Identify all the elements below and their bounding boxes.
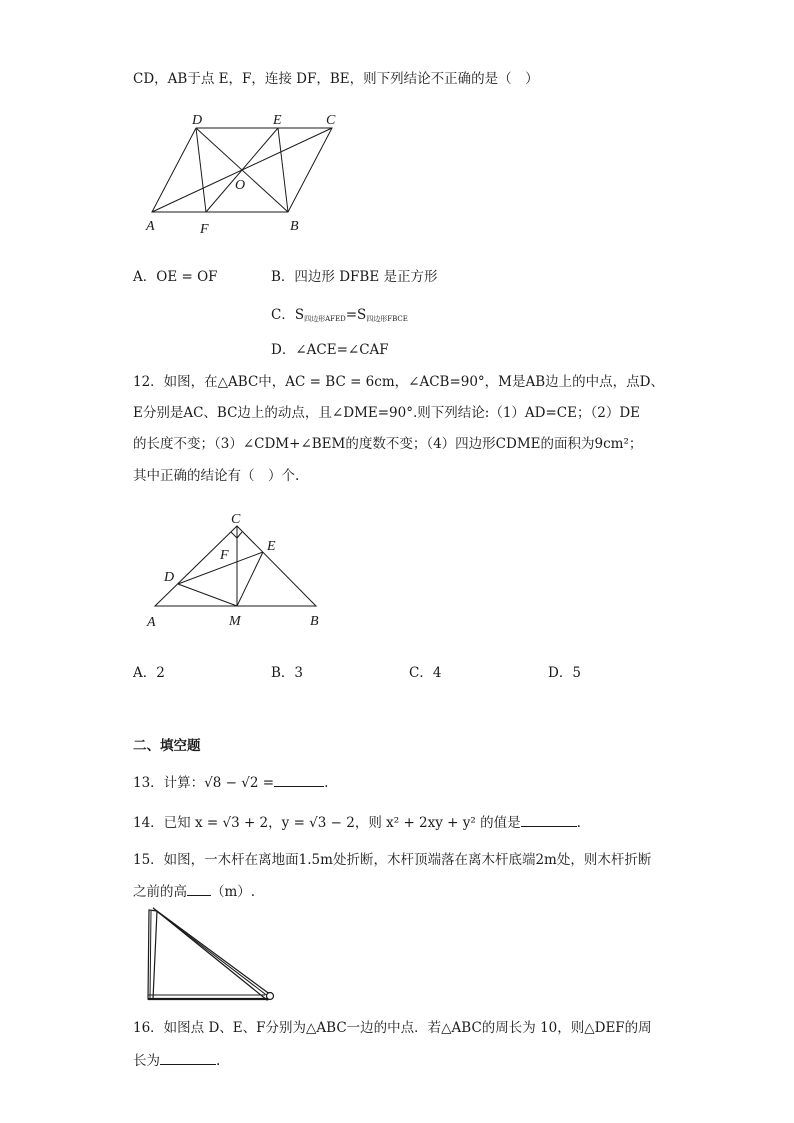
q13 (133, 771, 328, 791)
label-C: C (326, 113, 336, 128)
q11-option-d[interactable]: D．∠ACE=∠CAF (271, 342, 389, 358)
label-D: D (192, 113, 203, 128)
q14-end: . (576, 815, 581, 831)
q12-option-d[interactable]: D．5 (548, 665, 581, 681)
q14 (133, 811, 581, 831)
section-title: 二、填空题 (133, 738, 201, 754)
q11-stem: CD，AB于点 E，F，连接 DF，BE，则下列结论不正确的是（ ） (133, 71, 539, 87)
q12-line2: E分别是AC、BC边上的动点，且∠DME=90°.则下列结论:（1）AD=CE；（2）DE (133, 405, 641, 421)
label-C: C (231, 512, 241, 527)
label-M: M (229, 614, 241, 629)
q12-line3: 的长度不变；（3）∠CDM+∠BEM的度数不变；（4）四边形CDME的面积为9cm²； (133, 436, 643, 452)
q14-text: 14．已知 x = √3 + 2，y = √3 − 2，则 x² + 2xy + y² 的值是 (133, 815, 521, 831)
label-F: F (220, 548, 229, 563)
q13-answer-blank[interactable] (274, 773, 324, 787)
q12-line4: 其中正确的结论有（ ）个. (133, 468, 300, 484)
q12-option-c[interactable]: C．4 (409, 665, 442, 681)
q12-figure (140, 510, 340, 640)
q16-line2 (133, 1049, 220, 1069)
q13-text: 13．计算：√8 − √2 = (133, 775, 275, 791)
q11-option-c-eq: =S (345, 307, 367, 323)
q11-figure (140, 108, 370, 238)
label-B: B (290, 219, 299, 234)
q16-line2-prefix: 长为 (133, 1053, 160, 1069)
q12-option-a[interactable]: A．2 (133, 665, 165, 681)
q12-line1: 12．如图，在△ABC中，AC = BC = 6cm，∠ACB=90°，M是AB边上的中点，点D、 (133, 374, 664, 390)
q15-line1: 15．如图，一木杆在离地面1.5m处折断，木杆顶端落在离木杆底端2m处，则木杆折断 (133, 852, 652, 868)
q15-line2 (133, 880, 255, 900)
q15-line2-prefix: 之前的高 (133, 884, 187, 900)
label-E: E (273, 113, 282, 128)
label-O: O (235, 178, 246, 193)
label-F: F (200, 222, 209, 237)
q13-end: . (324, 775, 329, 791)
label-A: A (146, 219, 155, 234)
q11-option-c-prefix: C．S (271, 307, 305, 323)
q15-figure (145, 905, 285, 1005)
q11-option-b[interactable]: B．四边形 DFBE 是正方形 (271, 269, 438, 285)
label-D: D (164, 570, 175, 585)
label-B: B (310, 614, 319, 629)
q11-option-a[interactable]: A．OE = OF (133, 269, 218, 285)
q15-answer-blank[interactable] (187, 882, 211, 896)
q12-option-b[interactable]: B．3 (271, 665, 304, 681)
label-A: A (147, 615, 156, 630)
q15-line2-suffix: （m）. (211, 884, 256, 900)
q16-line1: 16．如图点 D、E、F分别为△ABC一边的中点．若△ABC的周长为 10，则△DEF的周 (133, 1020, 652, 1036)
q16-answer-blank[interactable] (160, 1051, 216, 1065)
q11-option-c-sub2: 四边形FBCE (366, 315, 408, 323)
q11-option-c-sub1: 四边形AFED (304, 315, 346, 323)
q14-answer-blank[interactable] (521, 813, 577, 827)
q16-end: . (216, 1053, 221, 1069)
q11-option-c[interactable] (271, 303, 408, 324)
label-E: E (267, 539, 276, 554)
